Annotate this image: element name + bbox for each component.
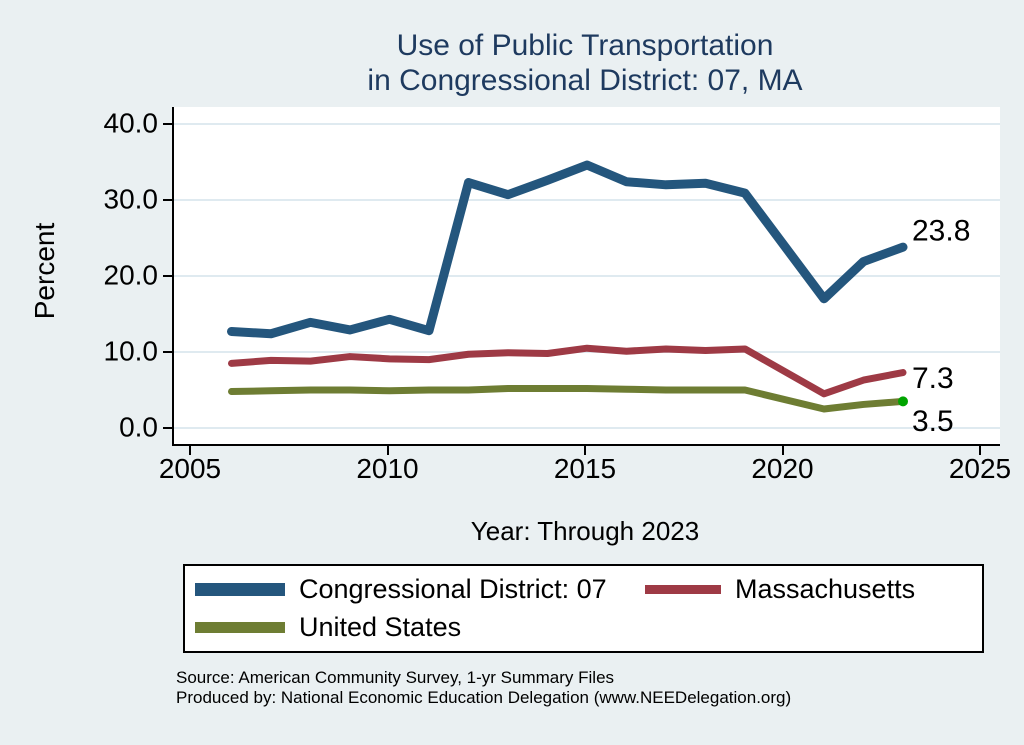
- source-note: [176, 668, 996, 707]
- x-tick-label: 2005: [158, 453, 222, 484]
- x-tick-label: 2010: [356, 453, 419, 484]
- end-label-1: 7.3: [912, 362, 954, 396]
- y-axis-label: Percent: [29, 222, 60, 320]
- y-tick-label: 30.0: [103, 183, 158, 215]
- end-label-0: 23.8: [912, 214, 971, 248]
- y-tick-label: 0.0: [119, 411, 158, 443]
- y-tick: [163, 427, 172, 429]
- y-tick: [163, 351, 172, 353]
- legend-swatch-massachusetts: [645, 585, 721, 594]
- legend-label-massachusetts: Massachusetts: [735, 573, 916, 604]
- y-tick: [163, 123, 172, 125]
- chart-title: [150, 28, 1020, 98]
- y-tick-label: 20.0: [103, 259, 158, 291]
- legend-swatch-district: [195, 583, 285, 596]
- chart-title-line1: Use of Public Transportation: [396, 29, 774, 62]
- plot-region: [172, 107, 1000, 446]
- y-tick: [163, 199, 172, 201]
- x-tick-label: 2025: [948, 453, 1012, 484]
- y-tick: [163, 275, 172, 277]
- legend-label-district: Congressional District: 07: [299, 573, 607, 604]
- source-line: Source: American Community Survey, 1-yr Summary Files: [176, 668, 615, 687]
- legend: [183, 564, 984, 653]
- produced-by-line: Produced by: National Economic Education Delegation (www.NEEDelegation.org): [176, 687, 792, 707]
- y-tick-label: 10.0: [103, 335, 158, 367]
- x-tick-label: 2020: [751, 453, 814, 484]
- legend-row-1: [195, 574, 982, 605]
- series-line-0: [232, 165, 904, 334]
- series-line-2: [232, 388, 904, 409]
- x-tick-label: 2015: [553, 453, 617, 484]
- x-axis-label: Year: Through 2023: [470, 516, 700, 546]
- line-chart: [174, 107, 1000, 444]
- legend-row-2: [195, 612, 982, 643]
- end-marker-dot: [898, 396, 908, 406]
- legend-swatch-united-states: [195, 622, 285, 633]
- chart-title-line2: in Congressional District: 07, MA: [367, 64, 803, 97]
- y-tick-label: 40.0: [103, 107, 158, 139]
- end-label-2: 3.5: [912, 404, 954, 438]
- legend-label-united-states: United States: [299, 612, 462, 643]
